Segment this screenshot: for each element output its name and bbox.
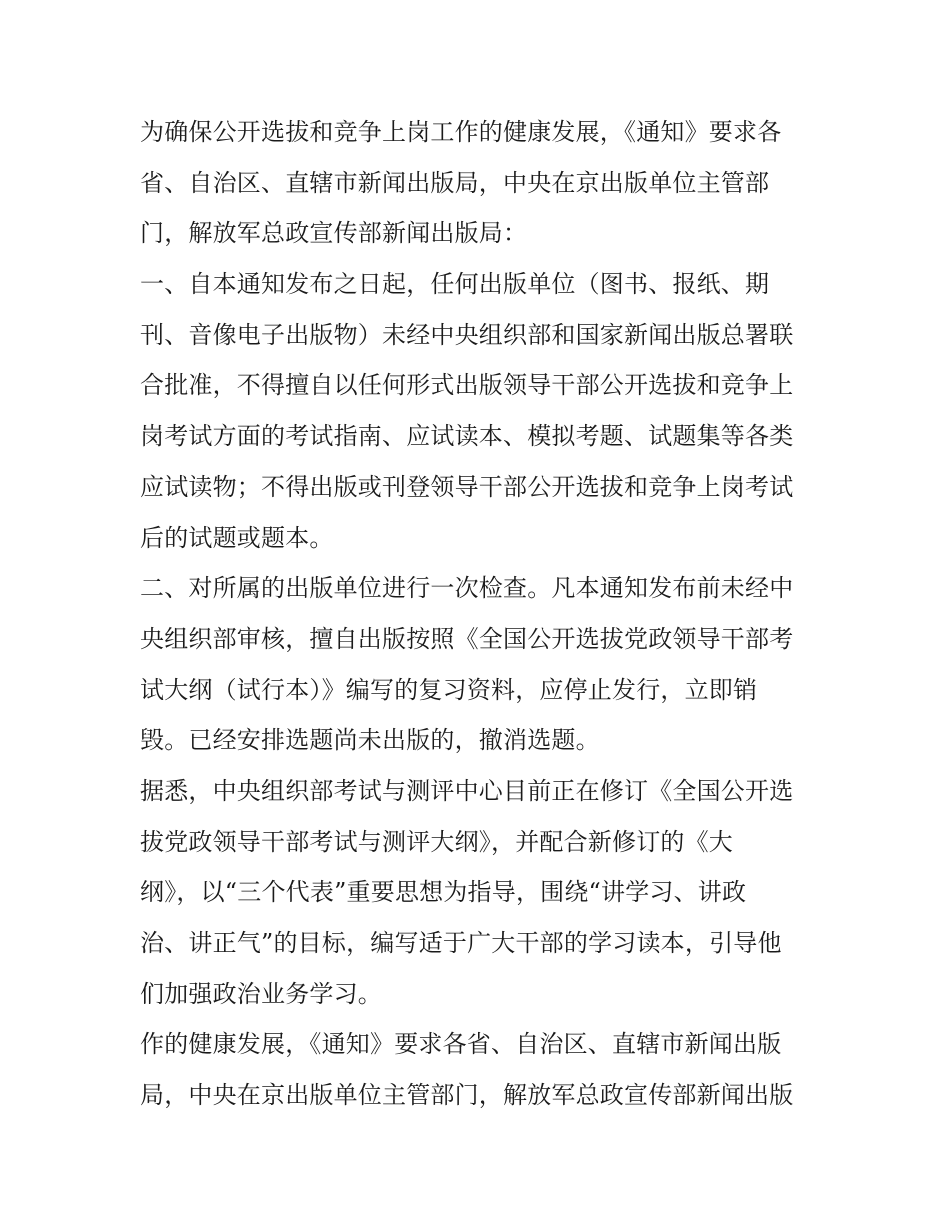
text-line: 应试读物；不得出版或刊登领导干部公开选拔和竞争上岗考试	[140, 472, 794, 501]
text-line: 毁。已经安排选题尚未出版的，撤消选题。	[140, 726, 600, 755]
text-line: 据悉，中央组织部考试与测评中心目前正在修订《全国公开选	[140, 776, 794, 805]
text-line: 局，中央在京出版单位主管部门，解放军总政宣传部新闻出版	[140, 1081, 794, 1110]
text-line: 们加强政治业务学习。	[140, 979, 382, 1008]
body-text	[140, 107, 820, 1121]
text-line: 门，解放军总政宣传部新闻出版局：	[140, 219, 528, 248]
text-line: 治、讲正气”的目标，编写适于广大干部的学习读本，引导他	[140, 929, 782, 957]
text-line: 作的健康发展，《通知》要求各省、自治区、直辖市新闻出版	[140, 1030, 782, 1059]
text-line: 央组织部审核，擅自出版按照《全国公开选拔党政领导干部考	[140, 624, 794, 653]
text-line: 为确保公开选拔和竞争上岗工作的健康发展，《通知》要求各	[140, 118, 782, 146]
text-line: 二、对所属的出版单位进行一次检查。凡本通知发布前未经中	[140, 574, 794, 603]
text-line: 合批准，不得擅自以任何形式出版领导干部公开选拔和竞争上	[140, 371, 794, 400]
text-line: 拔党政领导干部考试与测评大纲》，并配合新修订的《大	[140, 827, 733, 856]
text-line: 后的试题或题本。	[140, 523, 334, 552]
text-line: 岗考试方面的考试指南、应试读本、模拟考题、试题集等各类	[140, 422, 794, 451]
text-line: 一、自本通知发布之日起，任何出版单位（图书、报纸、期	[140, 270, 770, 299]
text-line: 纲》，以“三个代表”重要思想为指导，围绕“讲学习、讲政	[140, 878, 747, 907]
text-line: 刊、音像电子出版物）未经中央组织部和国家新闻出版总署联	[140, 320, 794, 349]
text-line: 省、自治区、直辖市新闻出版局，中央在京出版单位主管部	[140, 168, 770, 197]
text-line: 试大纲（试行本）》编写的复习资料，应停止发行，立即销	[140, 675, 758, 704]
